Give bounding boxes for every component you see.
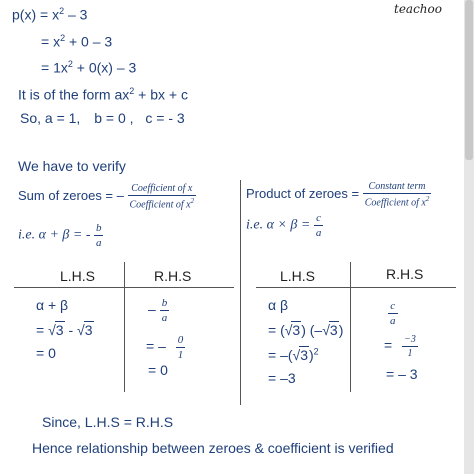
left-lhs-row-3: = 0 (36, 345, 56, 361)
right-rhs-den-1: a (390, 315, 396, 327)
left-rhs-fraction-2 (176, 334, 186, 361)
sum-den-exp: 2 (190, 197, 195, 205)
line-2-tail: + 0 – 3 (65, 33, 113, 50)
left-lhs-sqrt-a: 3 (55, 322, 64, 338)
line-3-tail: + 0(x) – 3 (72, 59, 137, 76)
section-divider (240, 180, 241, 405)
scrollbar[interactable] (464, 0, 474, 474)
sum-ie-num: b (95, 222, 102, 234)
right-rhs-den-2: 1 (407, 348, 413, 359)
product-ie (246, 212, 323, 239)
sum-ie-den: a (95, 237, 102, 249)
sum-of-zeroes (18, 183, 196, 210)
sum-ie (18, 222, 103, 249)
sum-label: Sum of zeroes = – (18, 188, 124, 204)
product-label: Product of zeroes = (246, 186, 360, 202)
right-r2-c: ) (– (301, 322, 323, 338)
line-1-exp: 2 (59, 6, 65, 16)
product-ie-num: c (314, 212, 324, 226)
product-fraction (363, 181, 432, 208)
line-3-text: = 1x (41, 59, 68, 76)
left-lhs-row-2-eq: = (36, 322, 49, 338)
product-den-exp: 2 (425, 195, 430, 203)
sum-den-text: Coefficient of x (129, 199, 191, 211)
right-table-rhs-header: R.H.S (386, 266, 424, 282)
right-r3-exp: 2 (313, 346, 319, 357)
left-rhs-row-2 (146, 334, 185, 361)
product-ie-fraction (314, 212, 324, 239)
sum-denominator (128, 196, 197, 210)
line-step-2 (41, 33, 112, 50)
right-r2-a: = ( (268, 322, 285, 338)
scrollbar-thumb[interactable] (465, 0, 473, 160)
product-den-text: Coefficient of x (364, 197, 426, 209)
left-rhs-den-1: a (161, 312, 168, 324)
coef-c: c = - 3 (145, 110, 185, 126)
line-coefficients (20, 110, 185, 126)
right-table-column-rule (350, 262, 351, 392)
hence-line: Hence relationship between zeroes & coefficient is verified (32, 440, 394, 456)
left-rhs-eq: = – (146, 338, 166, 355)
right-rhs-fraction-2 (402, 334, 418, 359)
line-3-exp: 2 (67, 59, 73, 69)
product-denominator (363, 194, 432, 208)
line-1-tail: – 3 (64, 6, 88, 23)
left-table-column-rule (124, 262, 125, 392)
right-r3-c: ) (309, 347, 314, 363)
right-rhs-num-1: c (388, 300, 398, 314)
since-line: Since, L.H.S = R.H.S (42, 414, 174, 430)
left-rhs-row-1 (148, 297, 169, 324)
left-lhs-row-1: α + β (36, 297, 69, 313)
right-rhs-eq: = (384, 337, 393, 354)
right-rhs-row-1 (388, 300, 398, 327)
sum-fraction (128, 183, 197, 210)
right-r3-a: = –( (268, 347, 293, 363)
right-rhs-row-3: = – 3 (386, 366, 418, 382)
right-lhs-row-4: = –3 (268, 370, 296, 386)
line-step-3 (41, 59, 136, 76)
right-lhs-row-3: = $-(√3)^2$ (268, 346, 319, 363)
teachoo-logo: teachoo (394, 2, 442, 16)
right-r2-b: 3 (292, 322, 301, 338)
left-rhs-den-2: 1 (177, 349, 184, 361)
line-2-text: = x (41, 33, 61, 50)
right-lhs-row-1: α β (268, 297, 289, 313)
left-rhs-neg: – (148, 301, 156, 318)
product-ie-den: a (315, 227, 322, 239)
product-numerator: Constant term (363, 181, 432, 194)
left-table-lhs-header: L.H.S (60, 268, 96, 284)
line-4-exp: 2 (129, 86, 135, 96)
line-1-text: p(x) = x (12, 6, 60, 23)
line-polynomial (12, 6, 87, 23)
line-2-exp: 2 (60, 33, 66, 43)
left-lhs-sqrt-b: 3 (84, 322, 93, 338)
right-r2-d: 3 (329, 322, 338, 338)
right-rhs-row-2 (384, 334, 418, 359)
coef-b: b = 0 , (94, 110, 134, 126)
right-r3-b: 3 (300, 347, 308, 363)
right-table-header-rule (256, 287, 456, 288)
line-4-text: It is of the form ax (18, 86, 130, 103)
line-4-tail: + bx + c (134, 86, 188, 103)
verify-heading: We have to verify (18, 158, 126, 174)
line-form (18, 86, 188, 103)
left-rhs-fraction-1 (160, 297, 170, 324)
sum-ie-text: i.e. α + β = - (18, 227, 91, 243)
sum-numerator: Coefficient of x (128, 183, 197, 196)
product-of-zeroes (246, 181, 431, 208)
right-lhs-row-2: = (√3) (–√3) (268, 322, 344, 338)
right-table-lhs-header: L.H.S (280, 268, 316, 284)
right-r2-e: ) (338, 322, 344, 338)
sum-ie-fraction (94, 222, 104, 249)
left-table-rhs-header: R.H.S (154, 268, 192, 284)
left-rhs-row-3: = 0 (148, 362, 168, 378)
left-lhs-minus: - (64, 322, 78, 338)
left-rhs-num-1: b (161, 297, 168, 309)
left-lhs-row-2: = √3 - √3 (36, 322, 93, 338)
coef-a: So, a = 1, (20, 110, 81, 126)
left-rhs-num-2: 0 (177, 334, 184, 346)
right-rhs-num-2: −3 (404, 334, 416, 345)
right-rhs-fraction-1 (388, 300, 398, 327)
product-ie-text: i.e. α × β = (246, 217, 311, 233)
